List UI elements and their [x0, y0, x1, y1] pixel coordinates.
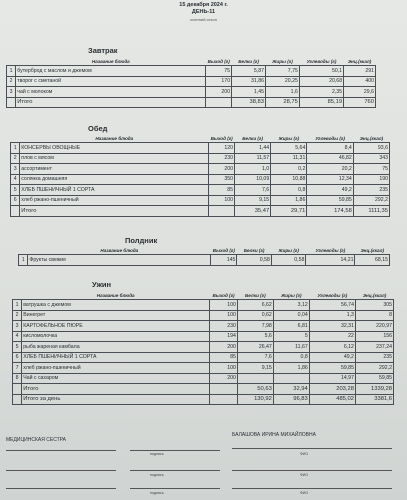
- table-cell: Жиры (г): [272, 58, 293, 64]
- table-cell: 1111,35: [353, 206, 389, 217]
- table-cell: рыба жареная камбала: [22, 342, 210, 353]
- table-cell: 7,6: [237, 352, 273, 363]
- table-cell: 5: [11, 185, 20, 196]
- table-cell: 200: [210, 342, 238, 353]
- table-cell: 11,67: [273, 342, 309, 353]
- table-cell: чай с молоком: [16, 87, 206, 98]
- table-cell: КАРТОФЕЛЬНОЕ ПЮРЕ: [22, 321, 210, 332]
- table-cell: [210, 384, 238, 395]
- table-cell: Название блюда: [100, 247, 139, 253]
- table-cell: 85,19: [299, 97, 343, 108]
- table-cell: 235: [353, 185, 389, 196]
- table-cell: 1: [11, 143, 20, 154]
- table-cell: 237,24: [355, 342, 393, 353]
- table-cell: Выход (г): [212, 292, 235, 298]
- table-cell: 6: [11, 195, 20, 206]
- table-cell: 6,12: [309, 342, 355, 353]
- table-cell: Выход (г): [207, 58, 230, 64]
- total-row: [13, 384, 394, 395]
- table-cell: плов с мясом: [20, 153, 209, 164]
- table-cell: 2,35: [299, 87, 343, 98]
- fio-caption: ФИО: [300, 452, 309, 456]
- table-cell: хлеб ржано-пшеничный: [22, 363, 210, 374]
- table-cell: 93,6: [353, 143, 389, 154]
- table-cell: 35,47: [235, 206, 271, 217]
- table-cell: 220,97: [355, 321, 393, 332]
- table-cell: [273, 373, 309, 384]
- table-cell: 230: [210, 321, 238, 332]
- table-cell: [11, 206, 20, 217]
- fio-caption: ФИО: [300, 473, 309, 477]
- table-cell: 1339,28: [355, 384, 393, 395]
- table-cell: [7, 97, 16, 108]
- table-row: [7, 66, 376, 77]
- table-cell: 6: [13, 352, 22, 363]
- table-cell: 5,6: [237, 331, 273, 342]
- fio-caption: ФИО: [300, 491, 309, 495]
- table-cell: Название блюда: [95, 135, 134, 141]
- table-cell: Чай с сахаром: [22, 373, 210, 384]
- table-cell: 200: [209, 164, 235, 175]
- table-row: [7, 76, 376, 87]
- table-cell: 760: [344, 97, 376, 108]
- total-row: [11, 206, 390, 217]
- snack-table: [18, 246, 390, 266]
- sign-caption: подпись: [150, 491, 164, 495]
- table-cell: 174,58: [307, 206, 353, 217]
- table-cell: 6,62: [237, 300, 273, 311]
- table-cell: 343: [353, 153, 389, 164]
- table-cell: 100: [210, 300, 238, 311]
- table-cell: Углеводы (г): [317, 292, 348, 298]
- table-cell: 7,75: [265, 66, 299, 77]
- table-cell: Энц.(ккал): [347, 58, 372, 64]
- table-cell: Фрукты свежие: [28, 255, 211, 266]
- table-cell: Энц.(ккал): [359, 135, 384, 141]
- table-cell: 3381,6: [355, 394, 393, 405]
- table-cell: Жиры (г): [278, 247, 299, 253]
- table-cell: 194: [210, 331, 238, 342]
- table-cell: 9,15: [235, 195, 271, 206]
- table-cell: 11,57: [235, 153, 271, 164]
- table-cell: Винегрет: [22, 310, 210, 321]
- table-cell: Название блюда: [91, 58, 130, 64]
- table-row: [11, 143, 390, 154]
- menu-day: ДЕНЬ-11: [191, 9, 216, 15]
- table-cell: кисломолочка: [22, 331, 210, 342]
- table-row: [13, 310, 394, 321]
- table-cell: 50,1: [299, 66, 343, 77]
- season-note: осенний сезон: [190, 17, 217, 22]
- table-cell: КОНСЕРВЫ ОВОЩНЫЕ: [20, 143, 209, 154]
- table-cell: 68,15: [355, 255, 390, 266]
- table-cell: 1: [7, 66, 16, 77]
- table-cell: 130,92: [237, 394, 273, 405]
- table-cell: [19, 246, 28, 255]
- table-cell: 1: [19, 255, 28, 266]
- table-cell: 22: [309, 331, 355, 342]
- table-cell: 9,15: [237, 363, 273, 374]
- table-cell: 3: [11, 164, 20, 175]
- table-cell: 156: [355, 331, 393, 342]
- table-cell: ассортимент: [20, 164, 209, 175]
- table-row: [13, 352, 394, 363]
- menu-date: 15 декабря 2024 г.: [179, 2, 228, 8]
- table-cell: Итого: [16, 97, 206, 108]
- breakfast-table: [6, 57, 376, 108]
- table-row: [13, 321, 394, 332]
- table-cell: 2: [7, 76, 16, 87]
- table-cell: 50,63: [237, 384, 273, 395]
- table-cell: 5,87: [232, 66, 266, 77]
- table-cell: ХЛЕБ ПШЕНИЧНЫЙ 1 СОРТА: [20, 185, 209, 196]
- table-cell: Энц.(ккал): [362, 292, 387, 298]
- section-title-breakfast: Завтрак: [88, 46, 118, 55]
- table-cell: [206, 97, 232, 108]
- table-cell: ватрушка с джемом: [22, 300, 210, 311]
- table-row: [11, 195, 390, 206]
- signature-line: [130, 488, 220, 489]
- table-cell: 0,62: [237, 310, 273, 321]
- table-cell: 32,94: [273, 384, 309, 395]
- table-cell: 49,2: [309, 352, 355, 363]
- table-cell: [237, 373, 273, 384]
- table-cell: Итого: [22, 384, 210, 395]
- table-cell: 8: [355, 310, 393, 321]
- table-cell: 230: [209, 153, 235, 164]
- table-cell: 1,44: [235, 143, 271, 154]
- table-row: [11, 164, 390, 175]
- total-row: [7, 97, 376, 108]
- table-cell: 400: [344, 76, 376, 87]
- table-cell: Итого: [20, 206, 209, 217]
- table-cell: 5: [13, 342, 22, 353]
- table-row: [13, 363, 394, 374]
- table-cell: 0,58: [237, 255, 271, 266]
- section-title-lunch: Обед: [88, 124, 108, 133]
- table-cell: 100: [210, 310, 238, 321]
- table-cell: 190: [353, 174, 389, 185]
- table-cell: [13, 291, 22, 300]
- table-cell: 7: [13, 363, 22, 374]
- table-cell: 31,86: [232, 76, 266, 87]
- table-cell: 120: [209, 143, 235, 154]
- table-cell: 0,2: [271, 164, 307, 175]
- table-header: [7, 57, 376, 66]
- table-cell: 3,12: [273, 300, 309, 311]
- table-row: [7, 87, 376, 98]
- table-cell: 5,64: [271, 143, 307, 154]
- table-cell: 0,58: [271, 255, 305, 266]
- section-title-dinner: Ужин: [92, 280, 112, 289]
- signature-line: [6, 450, 116, 451]
- table-cell: Белки (г): [243, 247, 265, 253]
- table-cell: 305: [355, 300, 393, 311]
- table-cell: 49,2: [307, 185, 353, 196]
- table-cell: Белки (г): [245, 292, 266, 298]
- table-cell: 32,31: [309, 321, 355, 332]
- signature-right-name: БАЛАШОВА ИРИНА МИХАЙЛОВНА: [232, 432, 316, 438]
- table-cell: солянка домашняя: [20, 174, 209, 185]
- table-cell: 75: [206, 66, 232, 77]
- table-cell: 145: [211, 255, 237, 266]
- sign-caption: подпись: [150, 473, 164, 477]
- table-cell: 0,8: [273, 352, 309, 363]
- table-cell: 1,86: [273, 363, 309, 374]
- table-row: [11, 174, 390, 185]
- table-cell: 1,45: [232, 87, 266, 98]
- signature-line: [130, 450, 220, 451]
- table-header: [11, 134, 390, 143]
- table-cell: [13, 394, 22, 405]
- signature-line: [232, 448, 392, 449]
- table-cell: 170: [206, 76, 232, 87]
- table-cell: [210, 394, 238, 405]
- table-cell: 26,47: [237, 342, 273, 353]
- header: [0, 0, 407, 23]
- signature-line: [130, 470, 220, 471]
- table-cell: 59,85: [309, 363, 355, 374]
- signature-line: [6, 488, 116, 489]
- table-cell: Название блюда: [96, 292, 135, 298]
- table-cell: 4: [11, 174, 20, 185]
- table-cell: 8: [13, 373, 22, 384]
- table-cell: 2: [13, 310, 22, 321]
- table-row: [13, 373, 394, 384]
- table-cell: 4: [13, 331, 22, 342]
- table-cell: хлеб ржано-пшеничный: [20, 195, 209, 206]
- table-row: [13, 342, 394, 353]
- table-cell: 3: [13, 321, 22, 332]
- table-cell: 96,83: [273, 394, 309, 405]
- table-cell: 350: [209, 174, 235, 185]
- table-cell: 5: [273, 331, 309, 342]
- table-cell: 8,4: [307, 143, 353, 154]
- table-row: [11, 185, 390, 196]
- lunch-table: [10, 134, 390, 217]
- table-cell: 59,85: [307, 195, 353, 206]
- table-cell: творог с сметаной: [16, 76, 206, 87]
- table-cell: [13, 384, 22, 395]
- table-cell: 85: [209, 185, 235, 196]
- table-cell: Энц.(ккал): [360, 247, 385, 253]
- table-cell: 56,74: [309, 300, 355, 311]
- sign-caption: подпись: [150, 452, 164, 456]
- table-cell: 46,82: [307, 153, 353, 164]
- table-header: [13, 291, 394, 300]
- table-cell: Жиры (г): [278, 135, 300, 141]
- signature-line: [232, 470, 392, 471]
- table-cell: 29,6: [344, 87, 376, 98]
- table-cell: 3: [7, 87, 16, 98]
- table-cell: 100: [210, 363, 238, 374]
- table-cell: [11, 134, 20, 143]
- table-cell: 100: [209, 195, 235, 206]
- table-cell: 0,04: [273, 310, 309, 321]
- table-cell: 12,34: [307, 174, 353, 185]
- table-cell: Углеводы (г): [315, 135, 345, 141]
- table-cell: 0,8: [271, 185, 307, 196]
- table-cell: 7,98: [237, 321, 273, 332]
- table-cell: Белки (г): [242, 135, 263, 141]
- table-cell: 1,86: [271, 195, 307, 206]
- table-cell: 291: [344, 66, 376, 77]
- table-cell: 200: [206, 87, 232, 98]
- table-cell: 235: [355, 352, 393, 363]
- table-cell: 38,83: [232, 97, 266, 108]
- table-cell: 292,2: [353, 195, 389, 206]
- table-cell: 14,97: [309, 373, 355, 384]
- table-cell: 1,0: [235, 164, 271, 175]
- table-cell: [7, 57, 16, 66]
- table-row: [13, 300, 394, 311]
- table-cell: Выход (г): [210, 135, 233, 141]
- signature-line: [6, 470, 116, 471]
- table-cell: 85: [210, 352, 238, 363]
- table-cell: 200: [210, 373, 238, 384]
- table-cell: 292,2: [355, 363, 393, 374]
- table-cell: 14,21: [306, 255, 355, 266]
- table-cell: 1,6: [265, 87, 299, 98]
- table-cell: 11,31: [271, 153, 307, 164]
- table-cell: 28,75: [265, 97, 299, 108]
- table-cell: 1: [13, 300, 22, 311]
- table-cell: 20,25: [265, 76, 299, 87]
- table-row: [11, 153, 390, 164]
- table-cell: 20,2: [307, 164, 353, 175]
- table-cell: 20,68: [299, 76, 343, 87]
- section-title-snack: Полдник: [125, 236, 158, 245]
- table-cell: 485,02: [309, 394, 355, 405]
- table-row: [13, 331, 394, 342]
- table-cell: Белки (г): [238, 58, 259, 64]
- table-cell: Итого за день: [22, 394, 210, 405]
- table-row: [19, 255, 390, 266]
- dinner-table: [12, 291, 394, 405]
- table-cell: 10,88: [271, 174, 307, 185]
- table-cell: 2: [11, 153, 20, 164]
- table-cell: [209, 206, 235, 217]
- signature-line: [232, 488, 392, 489]
- table-cell: Углеводы (г): [315, 247, 346, 253]
- table-cell: Жиры (г): [280, 292, 302, 298]
- table-cell: 75: [353, 164, 389, 175]
- table-cell: ХЛЕБ ПШЕНИЧНЫЙ 1 СОРТА: [22, 352, 210, 363]
- table-cell: 1,3: [309, 310, 355, 321]
- table-cell: 203,28: [309, 384, 355, 395]
- table-cell: 7,6: [235, 185, 271, 196]
- table-header: [19, 246, 390, 255]
- table-cell: 29,71: [271, 206, 307, 217]
- table-cell: 59,85: [355, 373, 393, 384]
- table-cell: 6,81: [273, 321, 309, 332]
- table-cell: бутерброд с маслом и джемом: [16, 66, 206, 77]
- table-cell: 10,09: [235, 174, 271, 185]
- signature-left-role: МЕДИЦИНСКАЯ СЕСТРА: [6, 437, 67, 443]
- day-total-row: [13, 394, 394, 405]
- table-cell: Углеводы (г): [306, 58, 337, 64]
- table-cell: Выход (г): [212, 247, 235, 253]
